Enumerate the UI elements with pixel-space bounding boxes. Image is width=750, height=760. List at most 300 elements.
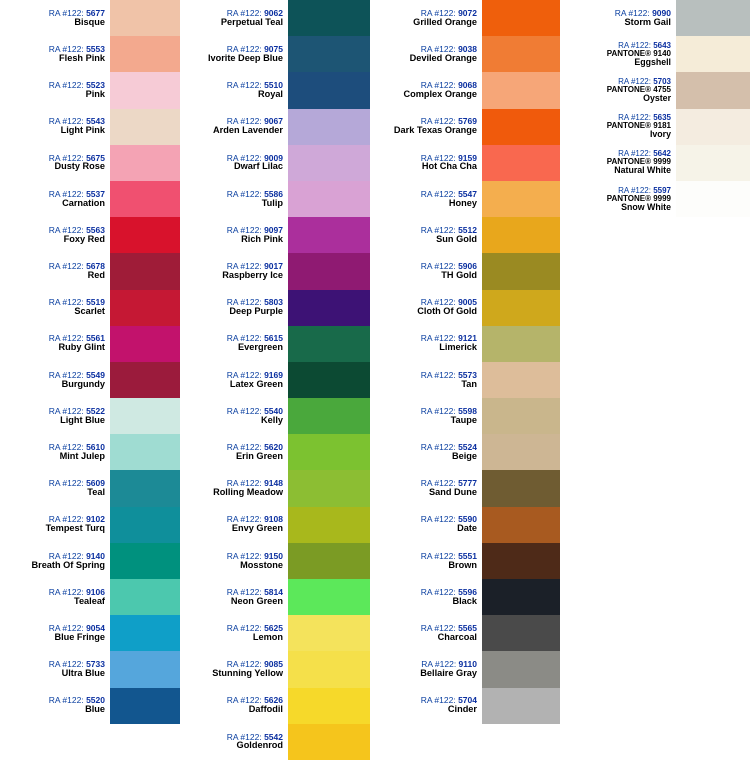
color-chip	[110, 72, 180, 108]
swatch-labels	[560, 0, 676, 36]
color-chip	[482, 434, 560, 470]
swatch-labels	[180, 579, 288, 615]
swatch-code: RA #122: 5625	[226, 622, 283, 633]
swatch-code: RA #122: 5561	[48, 333, 105, 344]
swatch-color-name: Rich Pink	[241, 233, 283, 244]
color-chip	[110, 326, 180, 362]
swatch-color-name: Ivory	[649, 129, 671, 140]
swatch-labels	[370, 36, 482, 72]
swatch-labels	[370, 579, 482, 615]
swatch-labels	[370, 615, 482, 651]
color-swatch-row	[180, 470, 370, 506]
swatch-color-name: Perpetual Teal	[220, 16, 283, 27]
color-chip	[676, 72, 750, 108]
swatch-code: RA #122: 9085	[226, 659, 283, 670]
swatch-code: RA #122: 5563	[48, 224, 105, 235]
color-chip	[288, 145, 370, 181]
color-swatch-row	[0, 398, 180, 434]
swatch-code: RA #122: 9140	[48, 550, 105, 561]
swatch-code: RA #122: 5678	[48, 261, 105, 272]
color-column-1	[0, 0, 180, 715]
swatch-labels	[180, 36, 288, 72]
swatch-color-name: Blue	[85, 704, 105, 715]
color-swatch-row	[370, 36, 560, 72]
swatch-labels	[560, 181, 676, 217]
swatch-color-name: Deviled Orange	[409, 52, 477, 63]
swatch-code: RA #122: 9005	[420, 297, 477, 308]
color-chip	[288, 507, 370, 543]
swatch-code: RA #122: 9102	[48, 514, 105, 525]
swatch-labels	[370, 181, 482, 217]
swatch-code: RA #122: 9121	[420, 333, 477, 344]
color-chip	[288, 434, 370, 470]
swatch-code: RA #122: 5573	[420, 369, 477, 380]
swatch-labels	[180, 0, 288, 36]
swatch-color-name: Daffodil	[248, 704, 283, 715]
swatch-code: RA #122: 5542	[226, 731, 283, 742]
color-chip	[482, 507, 560, 543]
color-chip	[110, 579, 180, 615]
swatch-labels	[0, 181, 110, 217]
color-swatch-row	[0, 615, 180, 651]
swatch-code: RA #122: 5549	[48, 369, 105, 380]
color-chip	[288, 615, 370, 651]
swatch-code: RA #122: 5522	[48, 405, 105, 416]
swatch-color-name: Evergreen	[238, 342, 283, 353]
swatch-color-name: Sand Dune	[429, 487, 477, 498]
color-chip	[288, 36, 370, 72]
swatch-labels	[180, 181, 288, 217]
swatch-labels	[0, 290, 110, 326]
color-chip	[482, 253, 560, 289]
swatch-code: RA #122: 5803	[226, 297, 283, 308]
color-chip	[288, 543, 370, 579]
swatch-code: RA #122: 9054	[48, 622, 105, 633]
color-chip	[288, 398, 370, 434]
color-swatch-row	[560, 181, 750, 217]
color-swatch-row	[370, 398, 560, 434]
swatch-code: RA #122: 5510	[226, 80, 283, 91]
swatch-labels	[180, 253, 288, 289]
swatch-code: RA #122: 5512	[420, 224, 477, 235]
swatch-color-name: Mint Julep	[59, 450, 105, 461]
color-swatch-row	[180, 507, 370, 543]
color-chip	[482, 688, 560, 724]
swatch-pantone-code: PANTONE® 9999	[606, 157, 671, 167]
swatch-color-name: Cloth Of Gold	[417, 306, 477, 317]
color-chip	[482, 651, 560, 687]
swatch-labels	[0, 145, 110, 181]
color-chip	[110, 543, 180, 579]
swatch-color-name: Blue Fringe	[54, 631, 105, 642]
swatch-labels	[370, 109, 482, 145]
swatch-code: RA #122: 5642	[618, 149, 671, 159]
swatch-code: RA #122: 5635	[618, 113, 671, 123]
swatch-labels	[180, 688, 288, 724]
color-chip	[288, 181, 370, 217]
swatch-labels	[370, 0, 482, 36]
swatch-code: RA #122: 9009	[226, 152, 283, 163]
swatch-labels	[180, 507, 288, 543]
color-swatch-row	[0, 217, 180, 253]
swatch-labels	[0, 579, 110, 615]
swatch-labels	[370, 253, 482, 289]
color-chip	[110, 109, 180, 145]
swatch-color-name: Charcoal	[437, 631, 477, 642]
swatch-code: RA #122: 5677	[48, 7, 105, 18]
swatch-color-name: Scarlet	[74, 306, 105, 317]
color-chip	[110, 434, 180, 470]
swatch-labels	[370, 470, 482, 506]
swatch-color-name: Foxy Red	[63, 233, 105, 244]
swatch-color-name: Erin Green	[236, 450, 283, 461]
swatch-labels	[560, 72, 676, 108]
swatch-labels	[560, 109, 676, 145]
color-swatch-row	[0, 651, 180, 687]
swatch-color-name: Tempest Turq	[45, 523, 105, 534]
swatch-code: RA #122: 9110	[421, 659, 477, 670]
swatch-code: RA #122: 5675	[48, 152, 105, 163]
swatch-color-name: Ruby Glint	[58, 342, 105, 353]
swatch-color-name: Deep Purple	[229, 306, 283, 317]
swatch-labels	[180, 290, 288, 326]
swatch-code: RA #122: 9159	[420, 152, 477, 163]
color-swatch-row	[370, 362, 560, 398]
swatch-code: RA #122: 9068	[420, 80, 477, 91]
swatch-color-name: Hot Cha Cha	[421, 161, 477, 172]
swatch-code: RA #122: 5596	[420, 586, 477, 597]
color-swatch-row	[0, 36, 180, 72]
color-swatch-row	[180, 434, 370, 470]
swatch-color-name: Sun Gold	[436, 233, 477, 244]
swatch-code: RA #122: 5524	[420, 442, 477, 453]
swatch-color-name: Burgundy	[61, 378, 105, 389]
color-swatch-row	[0, 470, 180, 506]
swatch-labels	[0, 688, 110, 724]
swatch-code: RA #122: 5590	[420, 514, 477, 525]
swatch-color-name: Dwarf Lilac	[233, 161, 283, 172]
swatch-pantone-code: PANTONE® 9999	[606, 193, 671, 203]
swatch-code: RA #122: 5551	[420, 550, 477, 561]
swatch-color-name: Beige	[451, 450, 477, 461]
swatch-labels	[0, 326, 110, 362]
color-swatch-row	[180, 181, 370, 217]
color-chip	[288, 290, 370, 326]
swatch-code: RA #122: 5704	[420, 695, 477, 706]
color-swatch-row	[0, 0, 180, 36]
color-chip	[482, 615, 560, 651]
color-swatch-row	[180, 724, 370, 760]
swatch-labels	[0, 615, 110, 651]
color-chip	[482, 362, 560, 398]
color-swatch-row	[180, 688, 370, 724]
color-chip	[482, 109, 560, 145]
swatch-code: RA #122: 5615	[226, 333, 283, 344]
color-swatch-row	[180, 0, 370, 36]
swatch-color-name: Tan	[461, 378, 477, 389]
color-swatch-row	[180, 362, 370, 398]
swatch-code: RA #122: 9062	[226, 7, 283, 18]
swatch-color-name: Snow White	[621, 201, 671, 212]
swatch-color-name: Carnation	[62, 197, 105, 208]
color-chip	[482, 181, 560, 217]
swatch-code: RA #122: 5626	[226, 695, 283, 706]
swatch-color-name: Raspberry Ice	[222, 270, 283, 281]
swatch-labels	[180, 326, 288, 362]
color-swatch-row	[370, 688, 560, 724]
color-swatch-row	[370, 507, 560, 543]
color-swatch-row	[180, 253, 370, 289]
swatch-color-name: Light Blue	[60, 414, 105, 425]
color-chip	[288, 470, 370, 506]
color-swatch-row	[370, 217, 560, 253]
swatch-code: RA #122: 5540	[226, 405, 283, 416]
swatch-pantone-code: PANTONE® 9140	[606, 48, 671, 58]
swatch-labels	[0, 253, 110, 289]
swatch-labels	[370, 145, 482, 181]
color-swatch-row	[370, 434, 560, 470]
swatch-color-name: Complex Orange	[403, 89, 477, 100]
swatch-labels	[0, 434, 110, 470]
color-chip	[676, 109, 750, 145]
swatch-color-name: Royal	[257, 89, 283, 100]
color-column-2	[180, 0, 370, 751]
color-chip	[482, 579, 560, 615]
swatch-color-name: Taupe	[450, 414, 477, 425]
swatch-code: RA #122: 9038	[420, 43, 477, 54]
swatch-color-name: Stunning Yellow	[212, 668, 283, 679]
color-chip	[110, 36, 180, 72]
color-chip	[676, 0, 750, 36]
color-swatch-row	[560, 0, 750, 36]
color-swatch-row	[0, 579, 180, 615]
color-swatch-row	[0, 145, 180, 181]
swatch-code: RA #122: 9150	[226, 550, 283, 561]
swatch-labels	[370, 362, 482, 398]
swatch-color-name: Bellaire Gray	[420, 668, 477, 679]
color-chip	[676, 36, 750, 72]
swatch-code: RA #122: 5520	[48, 695, 105, 706]
swatch-labels	[370, 688, 482, 724]
swatch-labels	[180, 724, 288, 760]
color-swatch-row	[370, 253, 560, 289]
color-swatch-row	[370, 145, 560, 181]
color-chip	[482, 398, 560, 434]
color-chip	[110, 217, 180, 253]
swatch-labels	[0, 0, 110, 36]
color-swatch-row	[370, 579, 560, 615]
swatch-color-name: Dark Texas Orange	[393, 125, 477, 136]
color-chip	[110, 398, 180, 434]
swatch-code: RA #122: 9108	[226, 514, 283, 525]
color-chip	[288, 0, 370, 36]
swatch-color-name: Bisque	[74, 16, 105, 27]
color-chip	[110, 253, 180, 289]
color-swatch-row	[180, 217, 370, 253]
swatch-code: RA #122: 5537	[48, 188, 105, 199]
color-swatch-row	[370, 72, 560, 108]
swatch-color-name: Teal	[87, 487, 105, 498]
swatch-labels	[370, 290, 482, 326]
color-chip	[288, 72, 370, 108]
color-chip	[288, 217, 370, 253]
swatch-labels	[370, 543, 482, 579]
color-chip	[288, 362, 370, 398]
swatch-code: RA #122: 9072	[420, 7, 477, 18]
color-swatch-row	[370, 470, 560, 506]
color-swatch-row	[370, 326, 560, 362]
swatch-labels	[180, 145, 288, 181]
swatch-color-name: Pink	[85, 89, 105, 100]
color-swatch-row	[560, 145, 750, 181]
swatch-code: RA #122: 5547	[420, 188, 477, 199]
color-swatch-row	[0, 326, 180, 362]
swatch-labels	[560, 36, 676, 72]
color-chip	[110, 651, 180, 687]
swatch-color-name: Goldenrod	[236, 740, 283, 751]
swatch-code: RA #122: 9075	[226, 43, 283, 54]
swatch-code: RA #122: 5519	[48, 297, 105, 308]
swatch-labels	[180, 362, 288, 398]
swatch-labels	[0, 651, 110, 687]
swatch-labels	[370, 651, 482, 687]
swatch-color-name: Envy Green	[231, 523, 283, 534]
color-chip	[110, 181, 180, 217]
color-chip	[676, 145, 750, 181]
swatch-color-name: Limerick	[439, 342, 477, 353]
swatch-labels	[0, 109, 110, 145]
color-swatch-row	[560, 72, 750, 108]
color-chip	[482, 290, 560, 326]
swatch-color-name: Ivorite Deep Blue	[207, 52, 283, 63]
color-swatch-row	[0, 434, 180, 470]
swatch-code: RA #122: 5553	[48, 43, 105, 54]
swatch-color-name: Mosstone	[240, 559, 283, 570]
swatch-color-name: Storm Gail	[624, 16, 671, 27]
color-swatch-row	[370, 543, 560, 579]
color-chip	[288, 724, 370, 760]
swatch-color-name: Breath Of Spring	[31, 559, 105, 570]
swatch-labels	[370, 326, 482, 362]
color-swatch-row	[0, 253, 180, 289]
color-chip	[110, 362, 180, 398]
swatch-code: RA #122: 5586	[226, 188, 283, 199]
color-swatch-row	[180, 36, 370, 72]
swatch-code: RA #122: 9090	[614, 7, 671, 18]
color-swatch-row	[0, 290, 180, 326]
color-chip	[288, 326, 370, 362]
color-chip	[110, 615, 180, 651]
swatch-color-name: TH Gold	[441, 270, 477, 281]
swatch-labels	[0, 217, 110, 253]
color-swatch-row	[370, 290, 560, 326]
color-swatch-row	[0, 362, 180, 398]
swatch-labels	[180, 72, 288, 108]
swatch-labels	[0, 362, 110, 398]
color-chip	[110, 145, 180, 181]
swatch-code: RA #122: 5609	[48, 478, 105, 489]
color-chip	[288, 109, 370, 145]
swatch-labels	[0, 398, 110, 434]
swatch-color-name: Kelly	[261, 414, 283, 425]
color-chip	[110, 0, 180, 36]
color-swatch-row	[370, 181, 560, 217]
swatch-labels	[180, 615, 288, 651]
swatch-color-name: Natural White	[614, 165, 671, 176]
swatch-color-name: Brown	[448, 559, 477, 570]
color-swatch-row	[0, 72, 180, 108]
color-swatch-row	[560, 36, 750, 72]
swatch-code: RA #122: 9148	[226, 478, 283, 489]
swatch-labels	[0, 507, 110, 543]
swatch-labels	[180, 543, 288, 579]
swatch-code: RA #122: 5906	[420, 261, 477, 272]
color-column-3	[370, 0, 560, 715]
swatch-color-name: Lemon	[252, 631, 283, 642]
color-swatch-row	[180, 72, 370, 108]
color-swatch-row	[370, 651, 560, 687]
color-swatch-row	[0, 507, 180, 543]
color-swatch-row	[0, 181, 180, 217]
color-chip	[110, 507, 180, 543]
swatch-color-name: Honey	[448, 197, 477, 208]
color-chip	[288, 688, 370, 724]
swatch-code: RA #122: 5769	[420, 116, 477, 127]
color-chip	[482, 0, 560, 36]
color-swatch-row	[180, 543, 370, 579]
color-swatch-row	[0, 688, 180, 724]
swatch-color-name: Arden Lavender	[213, 125, 283, 136]
color-swatch-row	[0, 109, 180, 145]
color-chip	[482, 145, 560, 181]
color-swatch-row	[370, 0, 560, 36]
swatch-code: RA #122: 5777	[420, 478, 477, 489]
swatch-code: RA #122: 5543	[48, 116, 105, 127]
swatch-color-name: Neon Green	[230, 595, 283, 606]
swatch-labels	[560, 145, 676, 181]
color-chip	[482, 470, 560, 506]
color-chip	[676, 181, 750, 217]
swatch-code: RA #122: 5597	[618, 185, 671, 195]
swatch-code: RA #122: 5610	[48, 442, 105, 453]
swatch-color-name: Latex Green	[229, 378, 283, 389]
swatch-code: RA #122: 5733	[48, 659, 105, 670]
swatch-labels	[0, 470, 110, 506]
swatch-labels	[180, 217, 288, 253]
swatch-code: RA #122: 9106	[48, 586, 105, 597]
color-chip	[288, 253, 370, 289]
color-swatch-row	[180, 615, 370, 651]
color-chip	[482, 543, 560, 579]
swatch-pantone-code: PANTONE® 4755	[606, 85, 671, 95]
color-swatch-row	[560, 109, 750, 145]
swatch-labels	[370, 72, 482, 108]
swatch-color-name: Eggshell	[634, 56, 671, 67]
swatch-color-name: Oyster	[643, 93, 671, 104]
color-swatch-row	[180, 398, 370, 434]
color-swatch-row	[370, 615, 560, 651]
swatch-labels	[370, 434, 482, 470]
color-swatch-row	[370, 109, 560, 145]
swatch-labels	[180, 651, 288, 687]
swatch-color-name: Ultra Blue	[61, 668, 105, 679]
swatch-code: RA #122: 5523	[48, 80, 105, 91]
color-swatch-row	[0, 543, 180, 579]
color-swatch-row	[180, 579, 370, 615]
swatch-color-name: Grilled Orange	[413, 16, 477, 27]
swatch-labels	[370, 398, 482, 434]
swatch-code: RA #122: 5703	[618, 77, 671, 87]
